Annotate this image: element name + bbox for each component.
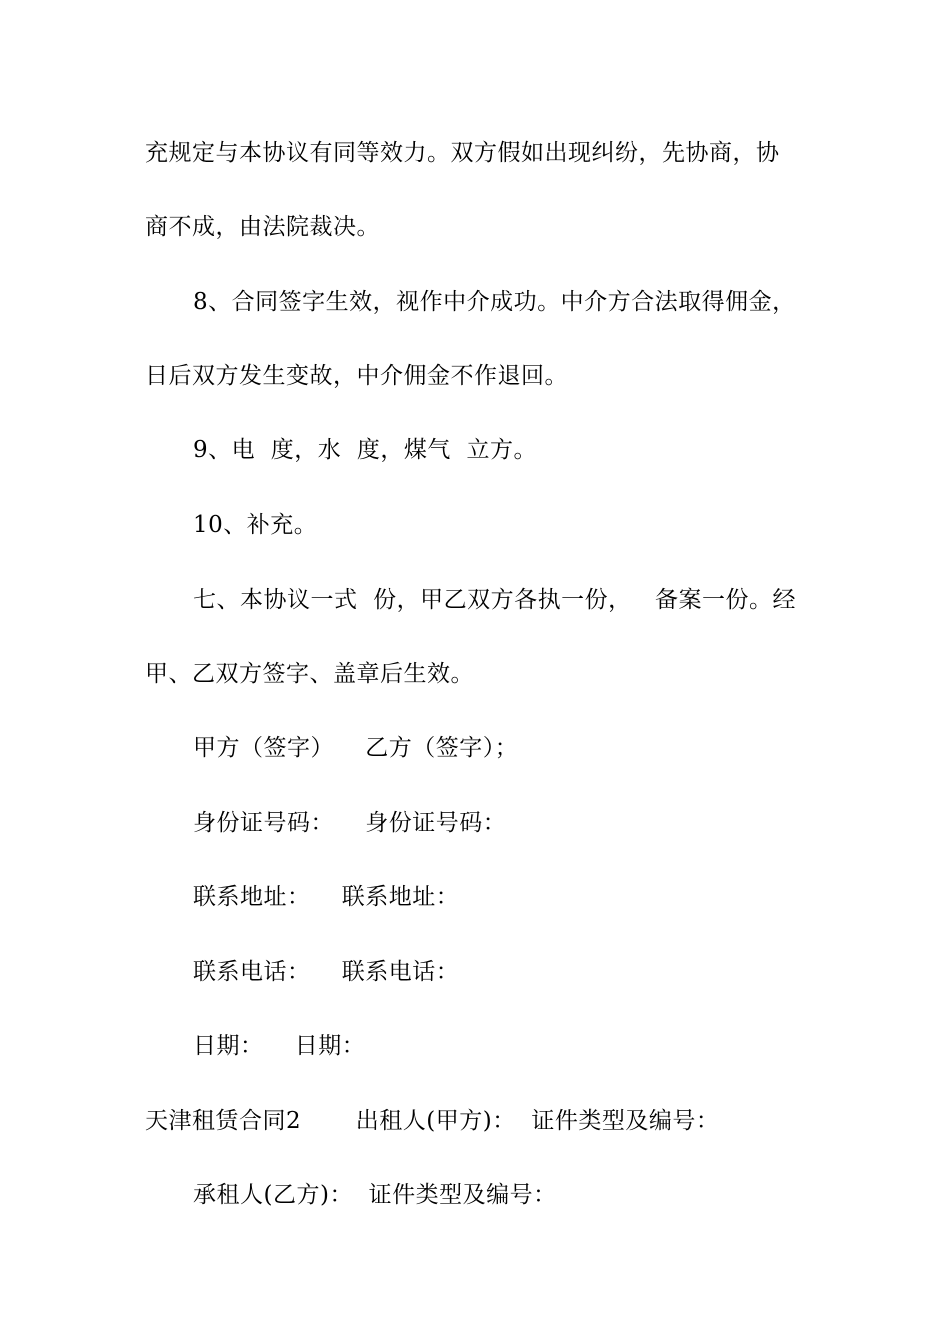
clause-8-continuation: 日后双方发生变故，中介佣金不作退回。 <box>145 363 568 389</box>
id-number-line: 身份证号码： 身份证号码： <box>193 810 507 836</box>
paragraph-continuation-court: 商不成，由法院裁决。 <box>145 214 380 240</box>
signature-line: 甲方（签字） 乙方（签字）； <box>193 735 519 761</box>
paragraph-continuation-dispute: 充规定与本协议有同等效力。双方假如出现纠纷，先协商，协 <box>145 140 780 166</box>
clause-7-copies: 七、本协议一式 份，甲乙双方各执一份， 备案一份。经 <box>193 587 797 613</box>
lessee-line: 承租人(乙方)： 证件类型及编号： <box>193 1182 557 1208</box>
contract-2-heading-line: 天津租赁合同2 出租人(甲方)： 证件类型及编号： <box>145 1108 720 1134</box>
clause-10: 10、补充。 <box>193 512 318 538</box>
address-line: 联系地址： 联系地址： <box>193 884 460 910</box>
phone-line: 联系电话： 联系电话： <box>193 959 460 985</box>
clause-7-continuation: 甲、乙双方签字、盖章后生效。 <box>145 661 474 687</box>
date-line: 日期： 日期： <box>193 1033 366 1059</box>
clause-8: 8、合同签字生效，视作中介成功。中介方合法取得佣金， <box>193 289 796 315</box>
clause-9: 9、电 度，水 度，煤气 立方。 <box>193 437 537 463</box>
